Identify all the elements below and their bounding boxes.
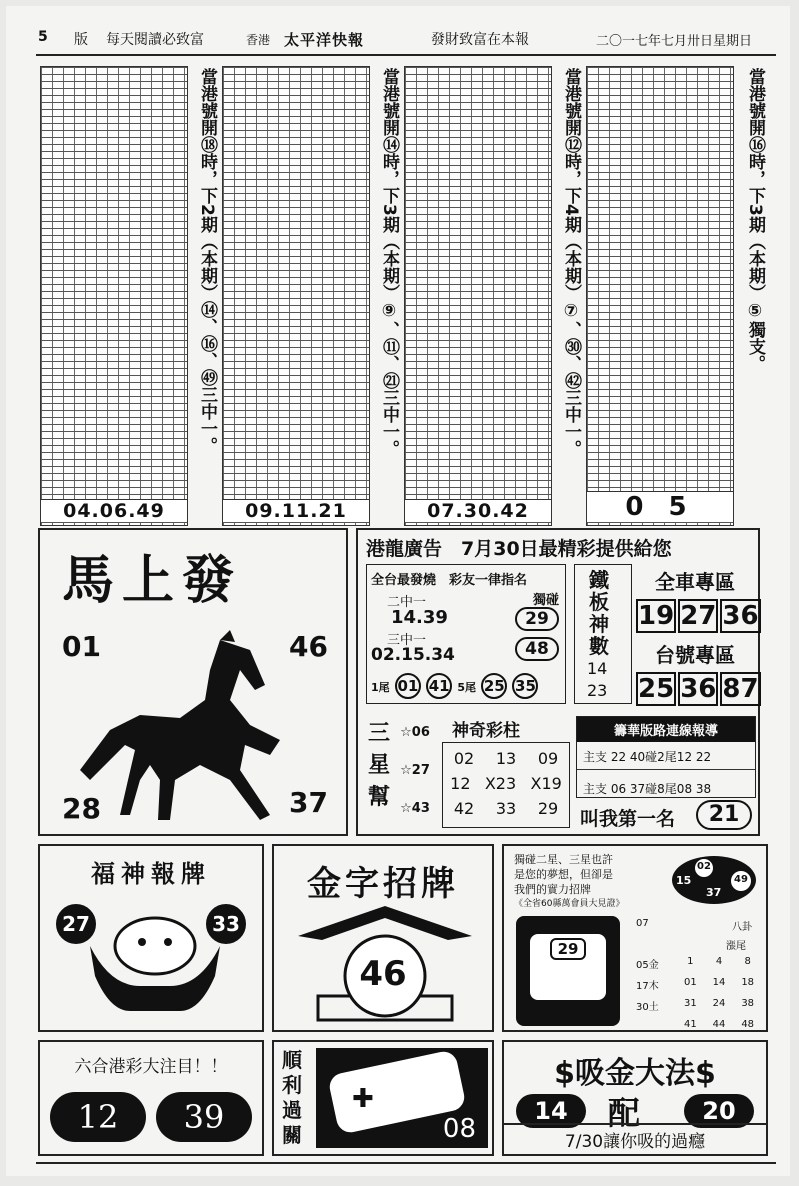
taihao-nums: 25 36 87: [638, 674, 759, 704]
fushen-num-a: 27: [56, 904, 96, 944]
chart-4-numbers: 0 5: [587, 491, 733, 522]
star-1: ☆06: [400, 725, 430, 740]
caption-char: ）: [379, 283, 399, 301]
page-number: 5: [38, 29, 48, 45]
caption-char: ，: [197, 170, 217, 187]
caption-char: 時: [197, 153, 217, 170]
dupeng-num-b: 48: [515, 637, 559, 661]
shenqi-title: 神奇彩柱: [452, 721, 520, 741]
chart-3-numbers: 07.30.42: [405, 499, 551, 522]
paper-name: 太平洋快報: [284, 31, 365, 49]
newspaper-page: [6, 6, 790, 1176]
tieban-num-a: 14: [587, 659, 608, 678]
caption-char: 本: [379, 249, 399, 267]
caption-char: ，: [379, 170, 399, 187]
caption-char: 港: [197, 85, 217, 102]
fushen-title: 福神報牌: [91, 860, 211, 888]
tieban-box: [574, 564, 632, 704]
zhuzhi-line-2: 主支 06 37碰8尾08 38: [577, 769, 755, 797]
chart-2-caption: [374, 68, 400, 457]
caption-char: 本: [561, 249, 581, 267]
caption-char: ）: [561, 283, 581, 301]
caption-char: ㉑: [379, 371, 399, 389]
caption-char: 開: [379, 119, 399, 136]
horse-illustration: [80, 630, 320, 830]
caption-char: ⑯: [745, 136, 765, 153]
dupeng-num-a: 29: [515, 607, 559, 631]
caption-char: ㉚: [561, 337, 581, 355]
shunli-title: 順利過關: [282, 1048, 302, 1147]
cross-icon: ✚: [352, 1084, 374, 1114]
caption-char: ，: [561, 170, 581, 187]
chart-3-caption: [556, 68, 582, 457]
nums-2z1: 14.39: [391, 607, 448, 628]
xijin-title: $吸金大法$: [554, 1056, 716, 1091]
caption-char: 時: [379, 153, 399, 170]
mashangfa-num-1: 01: [62, 630, 101, 663]
trend-chart-4: [586, 66, 734, 526]
footer-rule: [36, 1162, 776, 1164]
caption-char: ⑱: [197, 136, 217, 153]
caption-char: ㊾: [197, 368, 217, 386]
caption-char: 。: [379, 439, 399, 457]
header-date: 二〇一七年七月卅日星期日: [596, 34, 753, 49]
trend-chart-2: [222, 66, 370, 526]
caption-char: 號: [379, 102, 399, 119]
caption-char: 港: [745, 85, 765, 102]
shenqi-row-3: 42 33 29: [453, 799, 559, 818]
star-3: ☆43: [400, 801, 430, 816]
nums-3z1: 02.15.34: [371, 645, 455, 665]
caption-char: ⑯: [197, 334, 217, 352]
liuhe-title: 六合港彩大注目！！: [74, 1057, 228, 1077]
caption-char: ⑭: [379, 136, 399, 153]
gamepad-panel: [316, 1048, 488, 1148]
trend-chart-3: [404, 66, 552, 526]
mashangfa-num-3: 28: [62, 792, 101, 825]
page-label: 版: [74, 32, 88, 48]
tail-row: 1尾 01 41 5尾 25 35: [371, 673, 538, 699]
xijin-box: [502, 1040, 768, 1156]
caption-char: 開: [745, 119, 765, 136]
caption-char: 期: [197, 266, 217, 284]
xijin-pei: 配: [608, 1094, 641, 1132]
label-2z1: 二中一: [387, 595, 427, 610]
ganglong-header: 港龍廣告 7月30日最精彩提供給您: [366, 538, 672, 560]
caption-char: 、: [197, 317, 217, 335]
caption-char: （: [379, 232, 399, 250]
caption-char: 三: [379, 388, 399, 406]
caption-char: 期: [379, 266, 399, 284]
caption-char: ）: [197, 283, 217, 301]
liuhe-box: [38, 1040, 264, 1156]
caption-char: 時: [745, 153, 765, 170]
caption-char: ⑨: [379, 300, 399, 321]
caption-char: 時: [561, 153, 581, 170]
bagua-row-3: 30土 31 24 38: [636, 998, 755, 1013]
caption-char: 期: [745, 266, 765, 284]
caption-char: 期: [561, 215, 581, 233]
caption-char: 、: [561, 354, 581, 372]
bagua-row-1: 05金 1 4 8: [636, 956, 751, 971]
star-2: ☆27: [400, 763, 430, 778]
tieban-title: 鐵板神數: [589, 568, 609, 658]
slogan-left: 每天閱讀必致富: [106, 32, 204, 48]
caption-char: 。: [197, 436, 217, 454]
caption-char: 號: [197, 102, 217, 119]
caption-char: 中: [197, 402, 217, 420]
caption-char: ㊷: [561, 371, 581, 389]
jinzi-num: 46: [359, 954, 407, 994]
caption-char: 3: [379, 204, 399, 216]
caption-char: （: [561, 232, 581, 250]
caption-char: 4: [561, 204, 581, 216]
caption-char: 3: [745, 204, 765, 216]
mashangfa-box: [38, 528, 348, 836]
xijin-foot: 7/30讓你吸的過癮: [504, 1123, 766, 1152]
xijin-num-a: 14: [516, 1094, 586, 1128]
fushen-num-b: 33: [206, 904, 246, 944]
caption-char: 、: [561, 320, 581, 338]
caption-char: 一: [561, 422, 581, 440]
shenqi-row-1: 02 13 09: [453, 749, 559, 768]
fushen-box: [38, 844, 264, 1032]
shenqi-grid: [442, 742, 570, 828]
caption-char: 當: [197, 68, 217, 85]
caption-char: 一: [379, 422, 399, 440]
caption-char: 下: [561, 187, 581, 204]
quanche-title: 全車專區: [655, 570, 735, 594]
caption-char: 下: [745, 187, 765, 204]
shunli-num: 08: [442, 1114, 476, 1144]
caption-char: 港: [379, 85, 399, 102]
label-3z1: 三中一: [387, 633, 427, 648]
caption-char: 港: [561, 85, 581, 102]
liuhe-num-b: 39: [156, 1092, 252, 1142]
jiaowo-num: 21: [696, 800, 752, 830]
mashangfa-num-4: 37: [289, 786, 328, 819]
caption-char: ⑦: [561, 300, 581, 321]
xijin-num-b: 20: [684, 1094, 754, 1128]
caption-char: ，: [745, 170, 765, 187]
mashangfa-title: 馬上發: [62, 551, 243, 611]
caption-char: 當: [745, 68, 765, 85]
slogan-right: 發財致富在本報: [431, 32, 529, 48]
caption-char: 。: [745, 354, 765, 372]
caption-char: 本: [745, 249, 765, 267]
caption-char: 本: [197, 249, 217, 267]
jiaowo-text: 叫我第一名: [580, 808, 676, 830]
caption-char: 期: [379, 215, 399, 233]
trend-chart-1: [40, 66, 188, 526]
caption-char: 三: [561, 388, 581, 406]
zhuzhi-line-1: 主支 22 40碰2尾12 22: [583, 750, 712, 764]
caption-char: 一: [197, 419, 217, 437]
caption-char: ）: [745, 283, 765, 301]
jinzi-box: [272, 844, 494, 1032]
sanxing-title: 三星幫: [368, 721, 391, 810]
bus-number: 29: [550, 938, 586, 960]
caption-char: （: [197, 232, 217, 250]
caption-char: 。: [561, 439, 581, 457]
ganglong-box: [356, 528, 760, 836]
tieban-num-b: 23: [587, 681, 608, 700]
bus-icon: [516, 916, 620, 1026]
caption-char: 當: [561, 68, 581, 85]
caption-char: 期: [745, 215, 765, 233]
caption-char: 開: [561, 119, 581, 136]
caption-char: 2: [197, 204, 217, 216]
dupeng-label: 獨碰: [532, 593, 559, 608]
caption-char: （: [745, 232, 765, 250]
chart-1-caption: [192, 68, 218, 454]
caption-char: 號: [561, 102, 581, 119]
shenqi-row-2: 12 X23 X19: [450, 774, 562, 793]
caption-char: 開: [197, 119, 217, 136]
caption-char: ⑤: [745, 300, 765, 321]
caption-char: ⑭: [197, 300, 217, 318]
hot-pick-title: 全台最發燒 彩友一律指名: [371, 573, 528, 588]
ball-oval: 02 15 49 37: [672, 856, 756, 904]
mashangfa-num-2: 46: [289, 630, 328, 663]
caption-char: 中: [561, 405, 581, 423]
caption-char: 、: [379, 354, 399, 372]
quanche-zone: [636, 566, 759, 706]
caption-char: 支: [745, 337, 765, 355]
bagua-row-4: 41 44 48: [683, 1019, 755, 1030]
chart-1-numbers: 04.06.49: [41, 499, 187, 522]
bagua-row-2: 17木 01 14 18: [636, 977, 755, 992]
caption-char: 號: [745, 102, 765, 119]
dupeng-ad-text: 獨碰二星、三星也許 是您的夢想，但卻是 我們的實力招牌 《全省60縣萬會員大見證》: [514, 853, 625, 909]
caption-char: 中: [379, 405, 399, 423]
shunli-box: [272, 1040, 494, 1156]
chart-2-numbers: 09.11.21: [223, 499, 369, 522]
caption-char: 、: [379, 320, 399, 338]
caption-char: 當: [379, 68, 399, 85]
figure-illustration: [80, 916, 230, 1026]
caption-char: 期: [561, 266, 581, 284]
star-column: [398, 714, 432, 828]
caption-char: 下: [197, 187, 217, 204]
caption-char: 期: [197, 215, 217, 233]
caption-char: 獨: [745, 320, 765, 338]
caption-char: 、: [197, 351, 217, 369]
quanche-nums: 19 27 36: [638, 601, 759, 631]
caption-char: 下: [379, 187, 399, 204]
caption-char: ⑫: [561, 136, 581, 153]
chart-4-caption: [740, 68, 766, 372]
dupeng-ad-box: [502, 844, 768, 1032]
caption-char: ⑪: [379, 337, 399, 355]
liuhe-num-a: 12: [50, 1092, 146, 1142]
bagua-table: 07 八卦 漲尾 05金 1 4 8 17木 01 14 18 30土 31 24 38 41 44 48: [636, 918, 762, 1030]
caption-char: 三: [197, 385, 217, 403]
region-label: 香港: [246, 33, 271, 47]
page-header: [36, 24, 776, 56]
hot-pick-box: [366, 564, 566, 704]
jinzi-title: 金字招牌: [307, 864, 459, 904]
chouhua-title: 籌華版路連線報導: [577, 717, 755, 742]
taihao-title: 台號專區: [655, 643, 735, 667]
chouhua-box: [576, 716, 756, 798]
